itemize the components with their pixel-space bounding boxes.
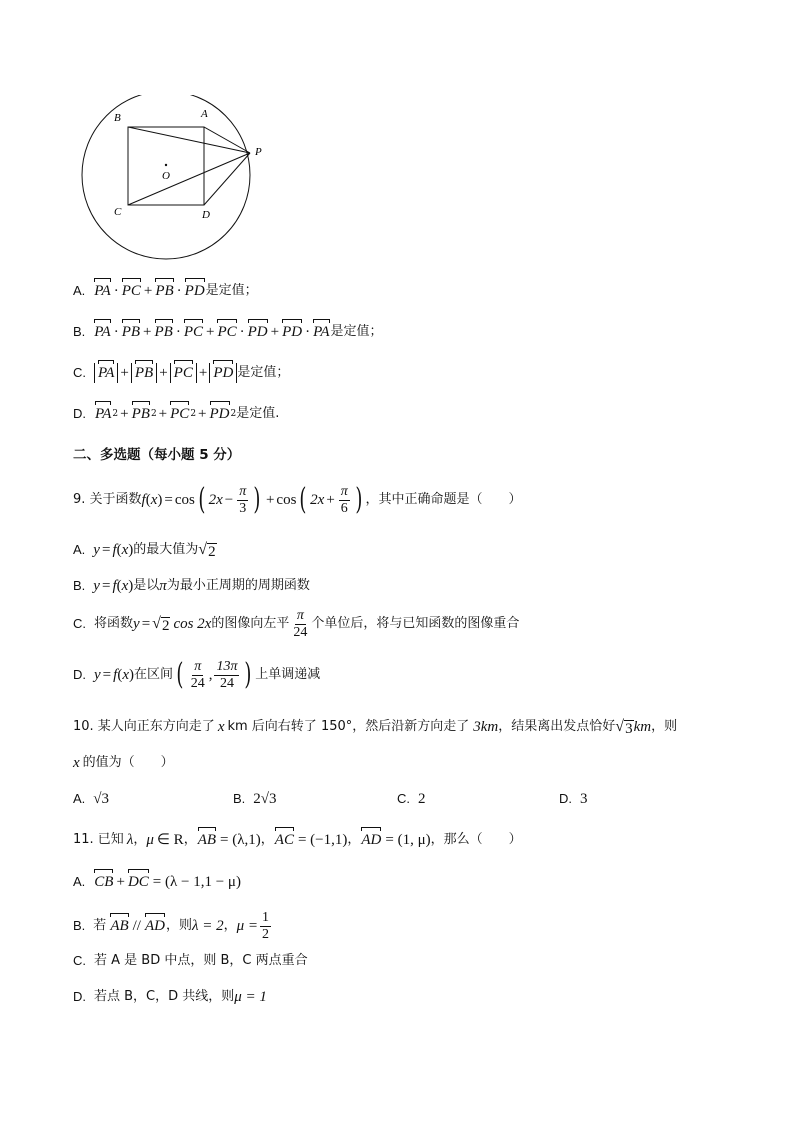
- q10-choice-c: C. 2: [397, 791, 426, 807]
- label-d: D: [202, 209, 210, 221]
- q11-option-c: C. 若 A 是 BD 中点，则 B，C 两点重合: [73, 953, 308, 968]
- segment-dp: [204, 153, 250, 205]
- q9-option-c: C. 将函数 y = √ 2 cos 2x 的图像向左平 $\frac{\pi}{24}$ 个单位后，将与已知函数的图像重合: [73, 607, 520, 640]
- q9-option-a: A. y = f ( x ) 的最大值为 √ 2: [73, 541, 216, 560]
- segment-ap: [204, 127, 250, 153]
- label-c: C: [114, 206, 122, 218]
- q11-option-b: B. 若 AB // AD ，则 λ = 2 ， μ = $\frac{1}{2}$: [73, 909, 270, 942]
- q8-option-d: D. PA 2 + PB 2 + PC 2 + PD 2 是定值.: [73, 406, 280, 422]
- vector-pa: PA: [94, 283, 111, 299]
- vector-pb: PB: [155, 283, 174, 299]
- section-title: 二、多选题（每小题 5 分）: [73, 447, 241, 463]
- label-p: P: [255, 146, 262, 158]
- geometry-figure: [78, 95, 298, 269]
- label-a: A: [201, 108, 208, 120]
- vector-pd: PD: [184, 283, 205, 299]
- q10-choice-d: D. 3: [559, 791, 588, 807]
- q10-choice-a: A. √3: [73, 791, 110, 807]
- q8-option-c: C. PA + PB + PC + PD 是定值；: [73, 365, 290, 381]
- center-dot: [165, 164, 167, 166]
- q10-stem-line1: 10. 某人向正东方向走了 x km 后向右转了 150°，然后沿新方向走了 3 km ，结果离出发点恰好 √ 3 km ，则: [73, 718, 678, 737]
- q9-option-d: D. y = f ( x ) 在区间 ( $\frac{\pi}{24}$ , $\frac{13\pi}{24}$ ) 上单调递减: [73, 657, 321, 692]
- segment-bp: [128, 127, 250, 153]
- q11-option-d: D. 若点 B，C，D 共线，则 μ = 1: [73, 989, 267, 1005]
- q10-stem-line2: x 的值为（ ）: [73, 755, 174, 771]
- q11-option-a: A. CB + DC = (λ − 1,1 − μ): [73, 874, 241, 890]
- circle-square-diagram: [78, 95, 298, 265]
- vector-pc: PC: [121, 283, 141, 299]
- segment-cp: [128, 153, 250, 205]
- q8-option-a: A. PA · PC + PB · PD 是定值；: [73, 283, 258, 299]
- q8-option-b: B. PA · PB + PB · PC + PC · PD + PD · PA 是定值；: [73, 324, 383, 340]
- q10-choice-b: B. 2√3: [233, 791, 277, 807]
- q11-stem: 11. 已知 λ ， μ ∈ R ， AB = (λ,1) ， AC = (−1,1) ， AD = (1, μ) ，那么（ ）: [73, 832, 522, 848]
- q9-option-b: B. y = f ( x ) 是以 π 为最小正周期的周期函数: [73, 578, 310, 594]
- label-b: B: [114, 112, 121, 124]
- q9-stem: 9. 关于函数 f ( x ) = cos ( 2x − $\frac{\pi}{3}$ ) + cos ( 2x + $\frac{\pi}{6}$ ) ，其中正确命题是（ ）: [73, 482, 522, 517]
- label-o: O: [162, 170, 170, 182]
